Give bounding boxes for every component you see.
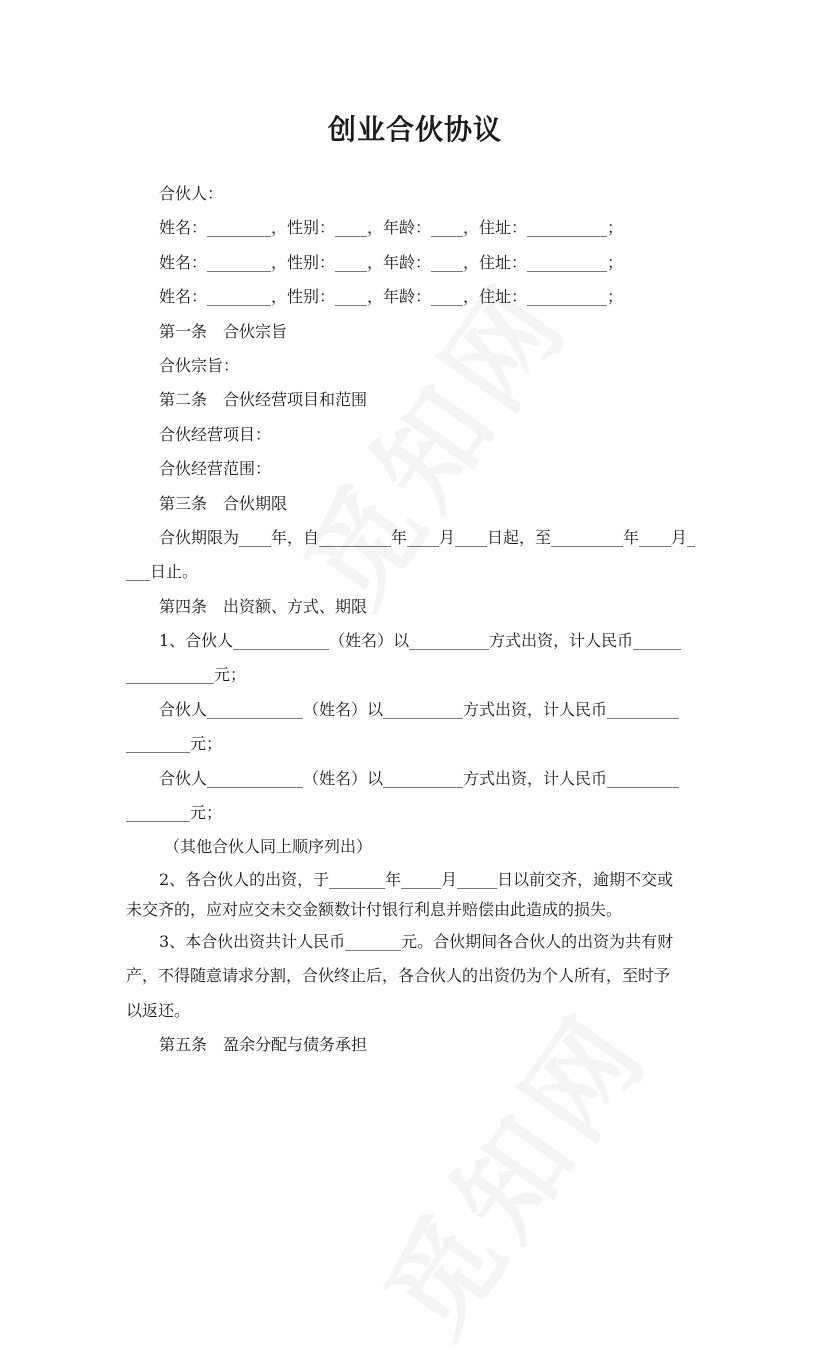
partners-label: 合伙人： (159, 184, 224, 203)
paragraph-line: ___________元； (126, 665, 247, 685)
paragraph-line: 合伙经营项目： (159, 424, 272, 444)
partner-info-line: 姓名：________，性别：____，年龄：____，住址：__________； (159, 252, 624, 272)
paragraph-line: 合伙经营范围： (159, 459, 272, 479)
paragraph-line: 未交齐的，应对应交未交金额数计付银行利息并赔偿由此造成的损失。 (126, 899, 623, 919)
paragraph-line: 合伙人____________（姓名）以__________方式出资，计人民币_________ (159, 699, 680, 719)
paragraph-line: ________元； (126, 734, 223, 754)
article-heading: 第一条 合伙宗旨 (159, 321, 288, 341)
paragraph-line: 1、合伙人____________（姓名）以__________方式出资，计人民币______ (159, 631, 682, 651)
paragraph-line: 合伙人____________（姓名）以__________方式出资，计人民币_________ (159, 768, 680, 788)
paragraph-line: （其他合伙人同上顺序列出） (164, 837, 373, 857)
article-heading: 第四条 出资额、方式、期限 (159, 596, 368, 616)
document-body (126, 177, 716, 1062)
paragraph-line: 合伙期限为____年，自_________年____月____日起，至_________年____月_ (159, 527, 696, 547)
paragraph-line: 以返还。 (126, 1000, 191, 1020)
article-heading: 第五条 盈余分配与债务承担 (159, 1034, 368, 1054)
paragraph-line: 产，不得随意请求分割，合伙终止后，各合伙人的出资仍为个人所有，至时予 (126, 966, 671, 986)
partner-info-line: 姓名：________，性别：____，年龄：____，住址：__________； (159, 218, 624, 238)
paragraph-line: 3、本合伙出资共计人民币_______元。合伙期间各合伙人的出资为共有财 (159, 931, 674, 951)
document-title: 创业合伙协议 (327, 113, 502, 146)
paragraph-line: ___日止。 (126, 562, 199, 582)
article-heading: 第二条 合伙经营项目和范围 (159, 390, 368, 410)
article-heading: 第三条 合伙期限 (159, 493, 288, 513)
paragraph-line: ________元； (126, 803, 223, 823)
paragraph-line: 合伙宗旨： (159, 355, 240, 375)
partner-info-line: 姓名：________，性别：____，年龄：____，住址：__________； (159, 287, 624, 307)
paragraph-line: 2、各合伙人的出资，于_______年_____月_____日以前交齐，逾期不交或 (159, 869, 674, 889)
